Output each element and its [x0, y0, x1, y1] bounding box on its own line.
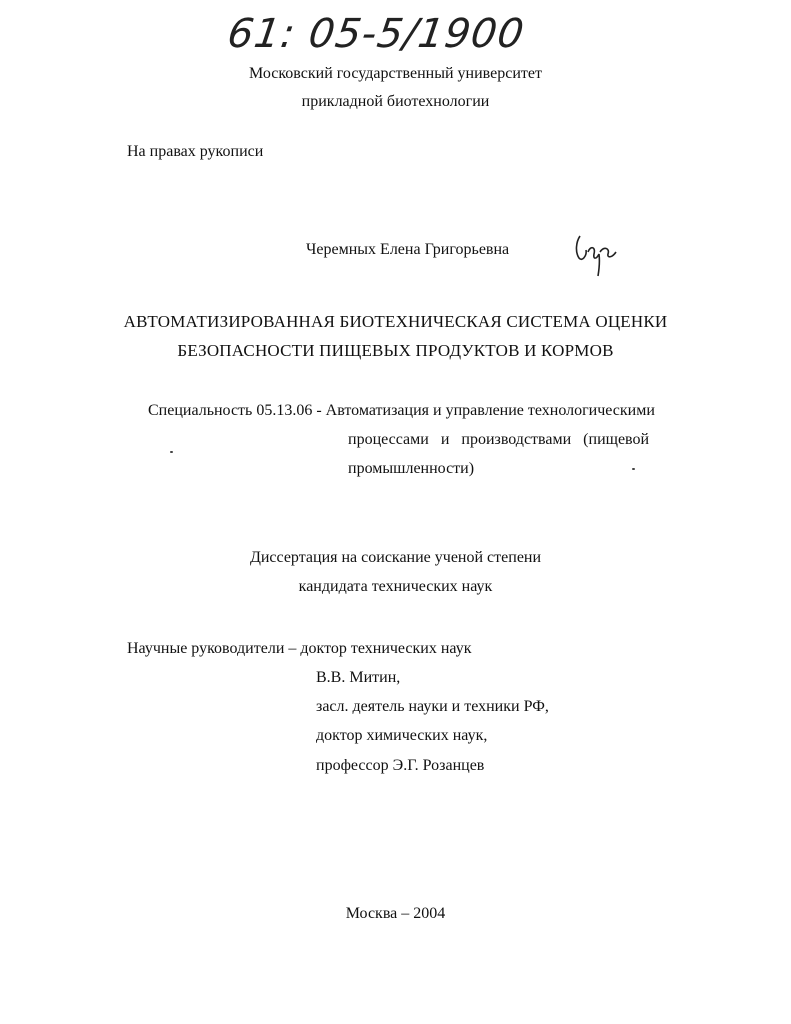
scan-speck: [170, 451, 173, 453]
degree-line1: Диссертация на соискание ученой степени: [249, 549, 542, 566]
specialty-line3: промышленности): [348, 460, 475, 477]
specialty-line2: процессами и производствами (пищевой: [348, 431, 650, 448]
university-name-line1: Московский государственный университет: [249, 65, 542, 82]
author-signature: [572, 232, 622, 278]
dissertation-title-line2: БЕЗОПАСНОСТИ ПИЩЕВЫХ ПРОДУКТОВ И КОРМОВ: [177, 341, 614, 360]
supervisor-line: доктор химических наук,: [316, 727, 488, 744]
scan-speck: [632, 468, 635, 470]
archive-stamp: 61: 05-5/1900: [224, 11, 528, 57]
supervisor-line: засл. деятель науки и техники РФ,: [316, 698, 549, 715]
degree-line2: кандидата технических наук: [298, 578, 493, 595]
specialty-line1: Специальность 05.13.06 - Автоматизация и управление технологическими: [148, 402, 655, 419]
author-name: Черемных Елена Григорьевна: [306, 241, 510, 258]
city-year: Москва – 2004: [345, 905, 446, 922]
university-name-line2: прикладной биотехнологии: [301, 93, 490, 110]
supervisors-label: Научные руководители – доктор технических наук: [127, 640, 472, 657]
supervisor-line: профессор Э.Г. Розанцев: [316, 757, 485, 774]
manuscript-rights-label: На правах рукописи: [127, 143, 264, 160]
supervisor-line: В.В. Митин,: [316, 669, 401, 686]
dissertation-title-line1: АВТОМАТИЗИРОВАННАЯ БИОТЕХНИЧЕСКАЯ СИСТЕМА ОЦЕНКИ: [123, 312, 668, 331]
